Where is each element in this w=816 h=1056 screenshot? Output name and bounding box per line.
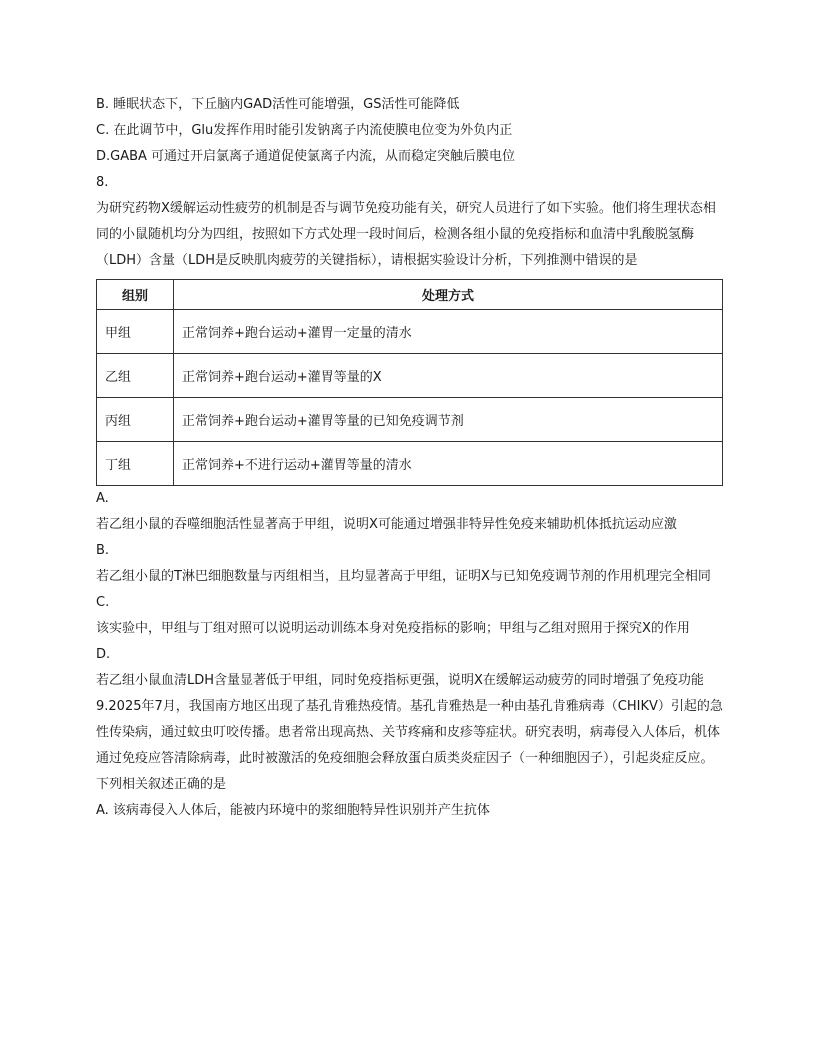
table-cell-treatment: 正常饲养+跑台运动+灌胃一定量的清水 (174, 310, 723, 354)
question-9-option-a: A. 该病毒侵入人体后，能被内环境中的浆细胞特异性识别并产生抗体 (96, 803, 490, 818)
table-cell-group: 甲组 (97, 310, 174, 354)
table-row (97, 442, 723, 486)
option-a-label: A. (96, 491, 109, 506)
option-a-text: 若乙组小鼠的吞噬细胞活性显著高于甲组，说明X可能通过增强非特异性免疫来辅助机体抵抗运动应激 (96, 517, 677, 532)
option-d-text: 若乙组小鼠血清LDH含量显著低于甲组，同时免疫指标更强，说明X在缓解运动疲劳的同时增强了免疫功能 (96, 673, 704, 688)
question-8-number: 8. (96, 175, 109, 190)
table-cell-group: 丙组 (97, 398, 174, 442)
option-b-text: 若乙组小鼠的T淋巴细胞数量与丙组相当，且均显著高于甲组，证明X与已知免疫调节剂的作用机理完全相同 (96, 569, 711, 584)
option-c-q7: C. 在此调节中，Glu发挥作用时能引发钠离子内流使膜电位变为外负内正 (96, 123, 513, 138)
table-row (97, 398, 723, 442)
table-header-treatment: 处理方式 (174, 280, 723, 310)
table-row (97, 310, 723, 354)
experiment-table (96, 279, 723, 486)
option-c-text: 该实验中，甲组与丁组对照可以说明运动训练本身对免疫指标的影响；甲组与乙组对照用于探究X的作用 (96, 621, 690, 636)
table-header-row (97, 280, 723, 310)
table-cell-group: 丁组 (97, 442, 174, 486)
table-row (97, 354, 723, 398)
option-b-label: B. (96, 543, 110, 558)
table-cell-treatment: 正常饲养+不进行运动+灌胃等量的清水 (174, 442, 723, 486)
option-d-label: D. (96, 647, 111, 662)
option-c-label: C. (96, 595, 110, 610)
table-header-group: 组别 (97, 280, 174, 310)
table-cell-treatment: 正常饲养+跑台运动+灌胃等量的已知免疫调节剂 (174, 398, 723, 442)
option-b-q7: B. 睡眠状态下，下丘脑内GAD活性可能增强，GS活性可能降低 (96, 97, 460, 112)
table-cell-group: 乙组 (97, 354, 174, 398)
document-page (96, 92, 726, 824)
question-8-stem: 为研究药物X缓解运动性疲劳的机制是否与调节免疫功能有关，研究人员进行了如下实验。他们将生理状态相同的小鼠随机均分为四组，按照如下方式处理一段时间后，检测各组小鼠的免疫指标和血清中乳酸脱氢酶（LDH）含量（LDH是反映肌肉疲劳的关键指标），请根据实验设计分析，下列推测中错误的是 (96, 201, 716, 268)
option-d-q7: D.GABA 可通过开启氯离子通道促使氯离子内流，从而稳定突触后膜电位 (96, 149, 516, 164)
table-cell-treatment: 正常饲养+跑台运动+灌胃等量的X (174, 354, 723, 398)
question-9-stem: 9.2025年7月，我国南方地区出现了基孔肯雅热疫情。基孔肯雅热是一种由基孔肯雅病毒（CHIKV）引起的急性传染病，通过蚊虫叮咬传播。患者常出现高热、关节疼痛和皮疹等症状。研究表明，病毒侵入人体后，机体通过免疫应答清除病毒，此时被激活的免疫细胞会释放蛋白质类炎症因子（一种细胞因子），引起炎症反应。下列相关叙述正确的是 (96, 699, 723, 792)
